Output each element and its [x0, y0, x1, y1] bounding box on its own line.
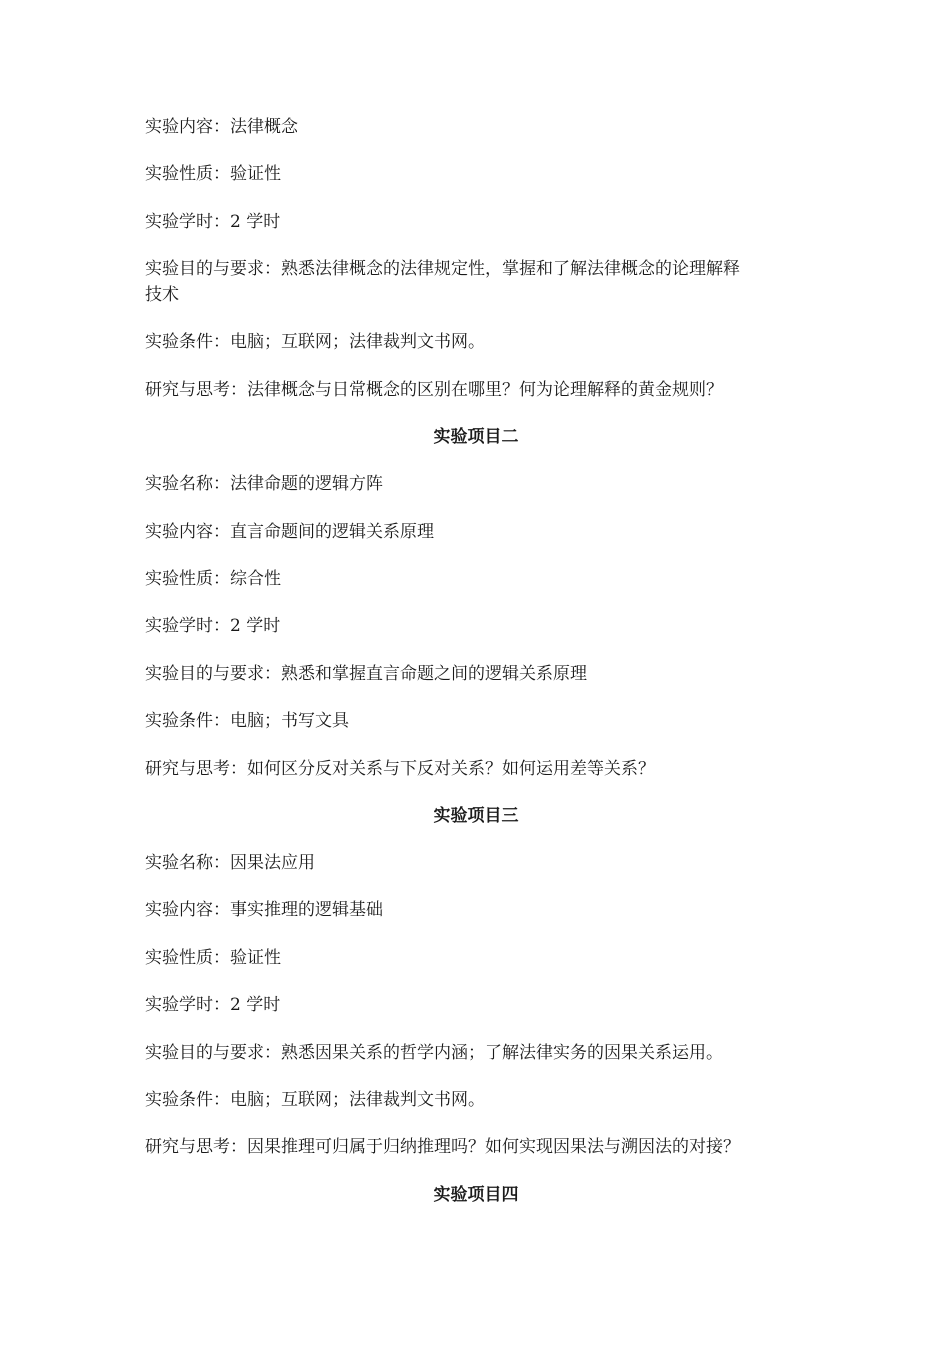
p1-conditions: 实验条件：电脑；互联网；法律裁判文书网。 — [145, 332, 485, 352]
p1-purpose-line2: 技术 — [145, 285, 179, 305]
p3-name: 实验名称：因果法应用 — [145, 853, 315, 873]
p1-nature: 实验性质：验证性 — [145, 164, 281, 184]
p3-purpose: 实验目的与要求：熟悉因果关系的哲学内涵；了解法律实务的因果关系运用。 — [145, 1043, 723, 1063]
p2-content: 实验内容：直言命题间的逻辑关系原理 — [145, 522, 434, 542]
p1-hours: 实验学时：2 学时 — [145, 212, 281, 232]
p2-conditions: 实验条件：电脑；书写文具 — [145, 711, 349, 731]
p3-hours: 实验学时：2 学时 — [145, 995, 281, 1015]
p3-thinking: 研究与思考：因果推理可归属于归纳推理吗？如何实现因果法与溯因法的对接？ — [145, 1137, 740, 1157]
p3-conditions: 实验条件：电脑；互联网；法律裁判文书网。 — [145, 1090, 485, 1110]
p2-thinking: 研究与思考：如何区分反对关系与下反对关系？如何运用差等关系？ — [145, 759, 655, 779]
p1-content: 实验内容：法律概念 — [145, 117, 298, 137]
p1-purpose-line1: 实验目的与要求：熟悉法律概念的法律规定性，掌握和了解法律概念的论理解释 — [145, 259, 740, 279]
p2-nature: 实验性质：综合性 — [145, 569, 281, 589]
p3-content: 实验内容：事实推理的逻辑基础 — [145, 900, 383, 920]
project2-heading: 实验项目二 — [433, 427, 519, 447]
project3-heading: 实验项目三 — [433, 806, 519, 826]
p1-thinking: 研究与思考：法律概念与日常概念的区别在哪里？何为论理解释的黄金规则？ — [145, 380, 723, 400]
p2-hours: 实验学时：2 学时 — [145, 616, 281, 636]
p2-name: 实验名称：法律命题的逻辑方阵 — [145, 474, 383, 494]
p3-nature: 实验性质：验证性 — [145, 948, 281, 968]
p2-purpose: 实验目的与要求：熟悉和掌握直言命题之间的逻辑关系原理 — [145, 664, 587, 684]
project4-heading: 实验项目四 — [433, 1185, 519, 1205]
